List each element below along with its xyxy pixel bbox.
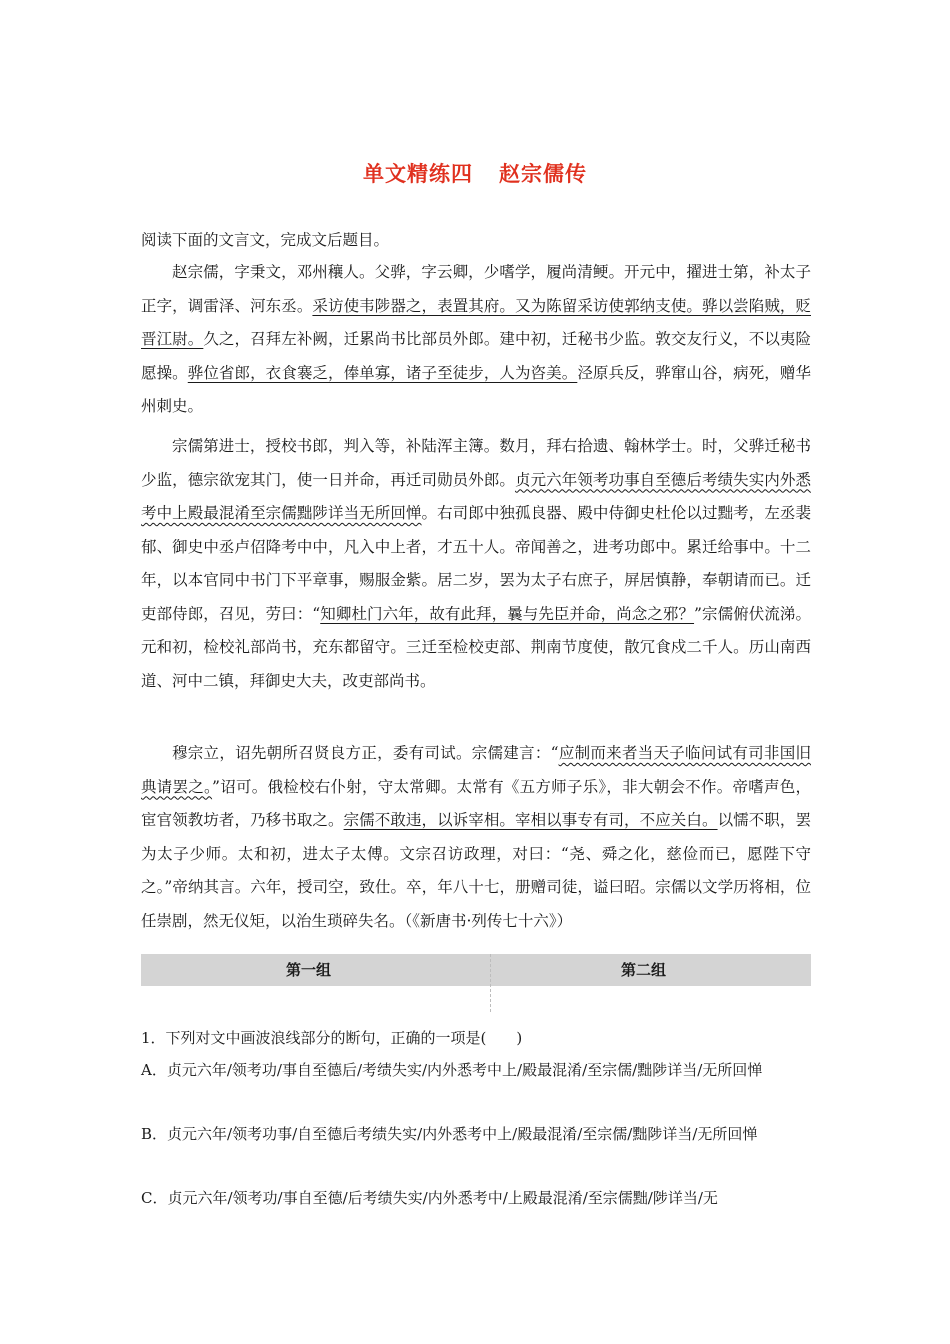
reading-instruction: 阅读下面的文言文，完成文后题目。 xyxy=(141,231,390,249)
page-title xyxy=(0,158,950,188)
segment: ”宗儒俯伏流涕。元和初，检校礼部尚书，充东都留守。三迁至检校吏部、荆南节度使，散冗食戍二千人。历山南西道、河中二镇，拜御史大夫，改吏部尚书。 xyxy=(141,604,811,690)
question-1-option-b[interactable]: B．贞元六年/领考功事/自至德后考绩失实/内外悉考中上/殿最混淆/至宗儒/黜陟详当/无所回惮 xyxy=(141,1125,758,1143)
title-part-2: 赵宗儒传 xyxy=(499,162,587,186)
segment: 泾原兵反，骅窜山谷，病死，赠华州刺史。 xyxy=(141,363,811,415)
underlined-segment: 知卿杜门六年，故有此拜，曩与先臣并命，尚念之邪？ xyxy=(320,604,695,623)
wavy-underlined-segment: 应制而来者当天子临问试有司非国旧典请罢之。 xyxy=(141,744,811,796)
underlined-segment: 采访使韦陟器之，表置其府。又为陈留采访使郭纳支使。骅以尝陷贼，贬晋江尉。 xyxy=(141,296,811,348)
wavy-underlined-segment: 贞元六年领考功事自至德后考绩失实内外悉考中上殿最混淆至宗儒黜陟详当无所回惮 xyxy=(141,470,811,522)
question-1-option-a[interactable]: A．贞元六年/领考功/事自至德后/考绩失实/内外悉考中上/殿最混淆/至宗儒/黜陟详当/无所回惮 xyxy=(141,1061,763,1079)
tab-group-1[interactable]: 第一组 xyxy=(285,961,331,979)
question-1-option-c[interactable]: C．贞元六年/领考功/事自至德/后考绩失实/内外悉考中/上殿最混淆/至宗儒黜/陟详当/无 xyxy=(141,1189,718,1207)
question-1-stem: 1．下列对文中画波浪线部分的断句，正确的一项是( ) xyxy=(141,1029,523,1047)
segment: 宗儒第进士，授校书郎，判入等，补陆浑主簿。数月，拜右拾遗、翰林学士。时，父骅迁秘书少监，德宗欲宠其门，使一日并命，再迁司勋员外郎。 xyxy=(141,437,811,489)
segment: ”诏可。俄检校右仆射，守太常卿。太常有《五方师子乐》，非大朝会不作。帝嗜声色，宦官领教坊者，乃移书取之。 xyxy=(141,777,811,829)
passage-paragraph-2 xyxy=(141,430,811,698)
segment: 久之，召拜左补阙，迁累尚书比部员外郎。建中初，迁秘书少监。敦交友行义，不以夷险愿操。 xyxy=(141,330,811,382)
title-part-1: 单文精练四 xyxy=(363,162,473,186)
tab-divider xyxy=(490,954,491,1012)
group-tab-bar xyxy=(141,954,811,986)
segment: 穆宗立，诏先朝所召贤良方正，委有司试。宗儒建言：“ xyxy=(172,744,559,762)
underlined-segment: 宗儒不敢违，以诉宰相。宰相以事专有司，不应关白。 xyxy=(343,811,718,829)
passage-paragraph-1 xyxy=(141,256,811,424)
segment: 。右司郎中独孤良器、殿中侍御史杜伦以过黜考，左丞裴郁、御史中丞卢佋降考中中，凡入中上者，才五十人。帝闻善之，进考功郎中。累迁给事中。十二年，以本官同中书门下平章事，赐服金紫。居二岁，罢为太子右庶子，屏居慎静，奉朝请而已。迁吏部侍郎，召见，劳曰：“ xyxy=(141,504,811,623)
segment: 以懦不职，罢为太子少师。太和初，进太子太傅。文宗召访政理，对曰：“尧、舜之化，慈俭而已，愿陛下守之。”帝纳其言。六年，授司空，致仕。卒，年八十七，册赠司徒，谥曰昭。宗儒以文学历将相，位任崇剧，然无仪矩，以治生琐碎失名。（《新唐书·列传七十六》） xyxy=(141,811,811,930)
tab-group-2[interactable]: 第二组 xyxy=(620,961,666,979)
underlined-segment: 骅位省郎，衣食褰乏，俸单寡，诸子至徒步，人为咨美。 xyxy=(187,363,578,382)
passage-paragraph-3 xyxy=(141,737,811,938)
segment: 赵宗儒，字秉文，邓州穰人。父骅，字云卿，少嗜学，履尚清鲠。开元中，擢进士第，补太子正字，调雷泽、河东丞。 xyxy=(141,263,811,315)
